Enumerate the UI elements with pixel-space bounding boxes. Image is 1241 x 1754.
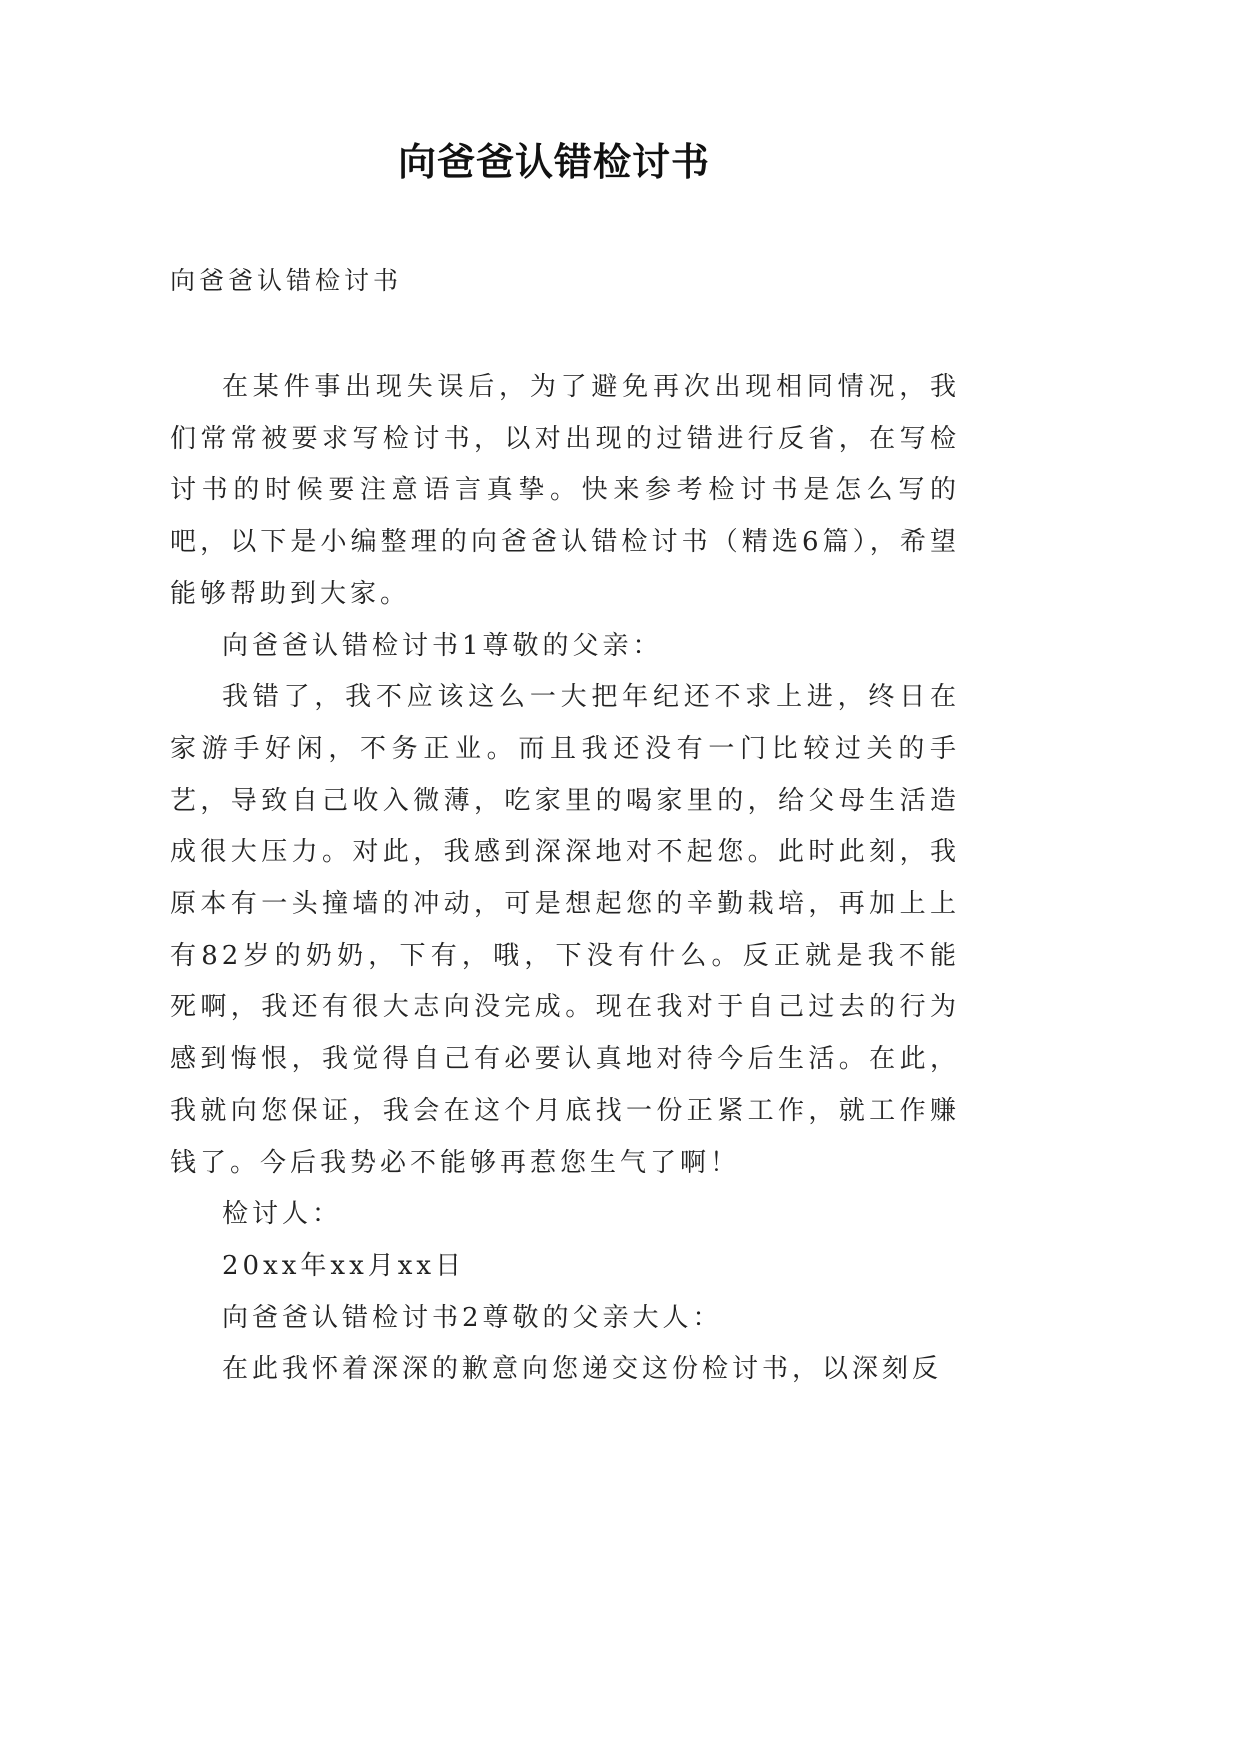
- letter-1-heading: 向爸爸认错检讨书1尊敬的父亲：: [222, 630, 663, 661]
- letter-1-date: 20xx年xx月xx日: [222, 1250, 466, 1281]
- intro-paragraph: 在某件事出现失误后，为了避免再次出现相同情况，我们常常被要求写检讨书，以对出现的过错进行反省，在写检讨书的时候要注意语言真挚。快来参考检讨书是怎么写的吧，以下是小编整理的向爸爸认错检讨书（精选6篇），希望能够帮助到大家。: [170, 372, 960, 609]
- letter-1-body: 我错了，我不应该这么一大把年纪还不求上进，终日在家游手好闲，不务正业。而且我还没有一门比较过关的手艺，导致自己收入微薄，吃家里的喝家里的，给父母生活造成很大压力。对此，我感到深深地对不起您。此时此刻，我原本有一头撞墙的冲动，可是想起您的辛勤栽培，再加上上有82岁的奶奶，下有，哦，下没有什么。反正就是我不能死啊，我还有很大志向没完成。现在我对于自己过去的行为感到悔恨，我觉得自己有必要认真地对待今后生活。在此，我就向您保证，我会在这个月底找一份正紧工作，就工作赚钱了。今后我势必不能够再惹您生气了啊！: [170, 682, 960, 1178]
- document-subtitle: 向爸爸认错检讨书: [170, 266, 403, 295]
- document-body: [170, 362, 960, 1396]
- document-title: 向爸爸认错检讨书: [397, 140, 710, 184]
- letter-2-heading: 向爸爸认错检讨书2尊敬的父亲大人：: [222, 1302, 723, 1333]
- letter-2-body: 在此我怀着深深的歉意向您递交这份检讨书，以深刻反: [222, 1354, 943, 1385]
- letter-1-signature-label: 检讨人：: [222, 1199, 343, 1230]
